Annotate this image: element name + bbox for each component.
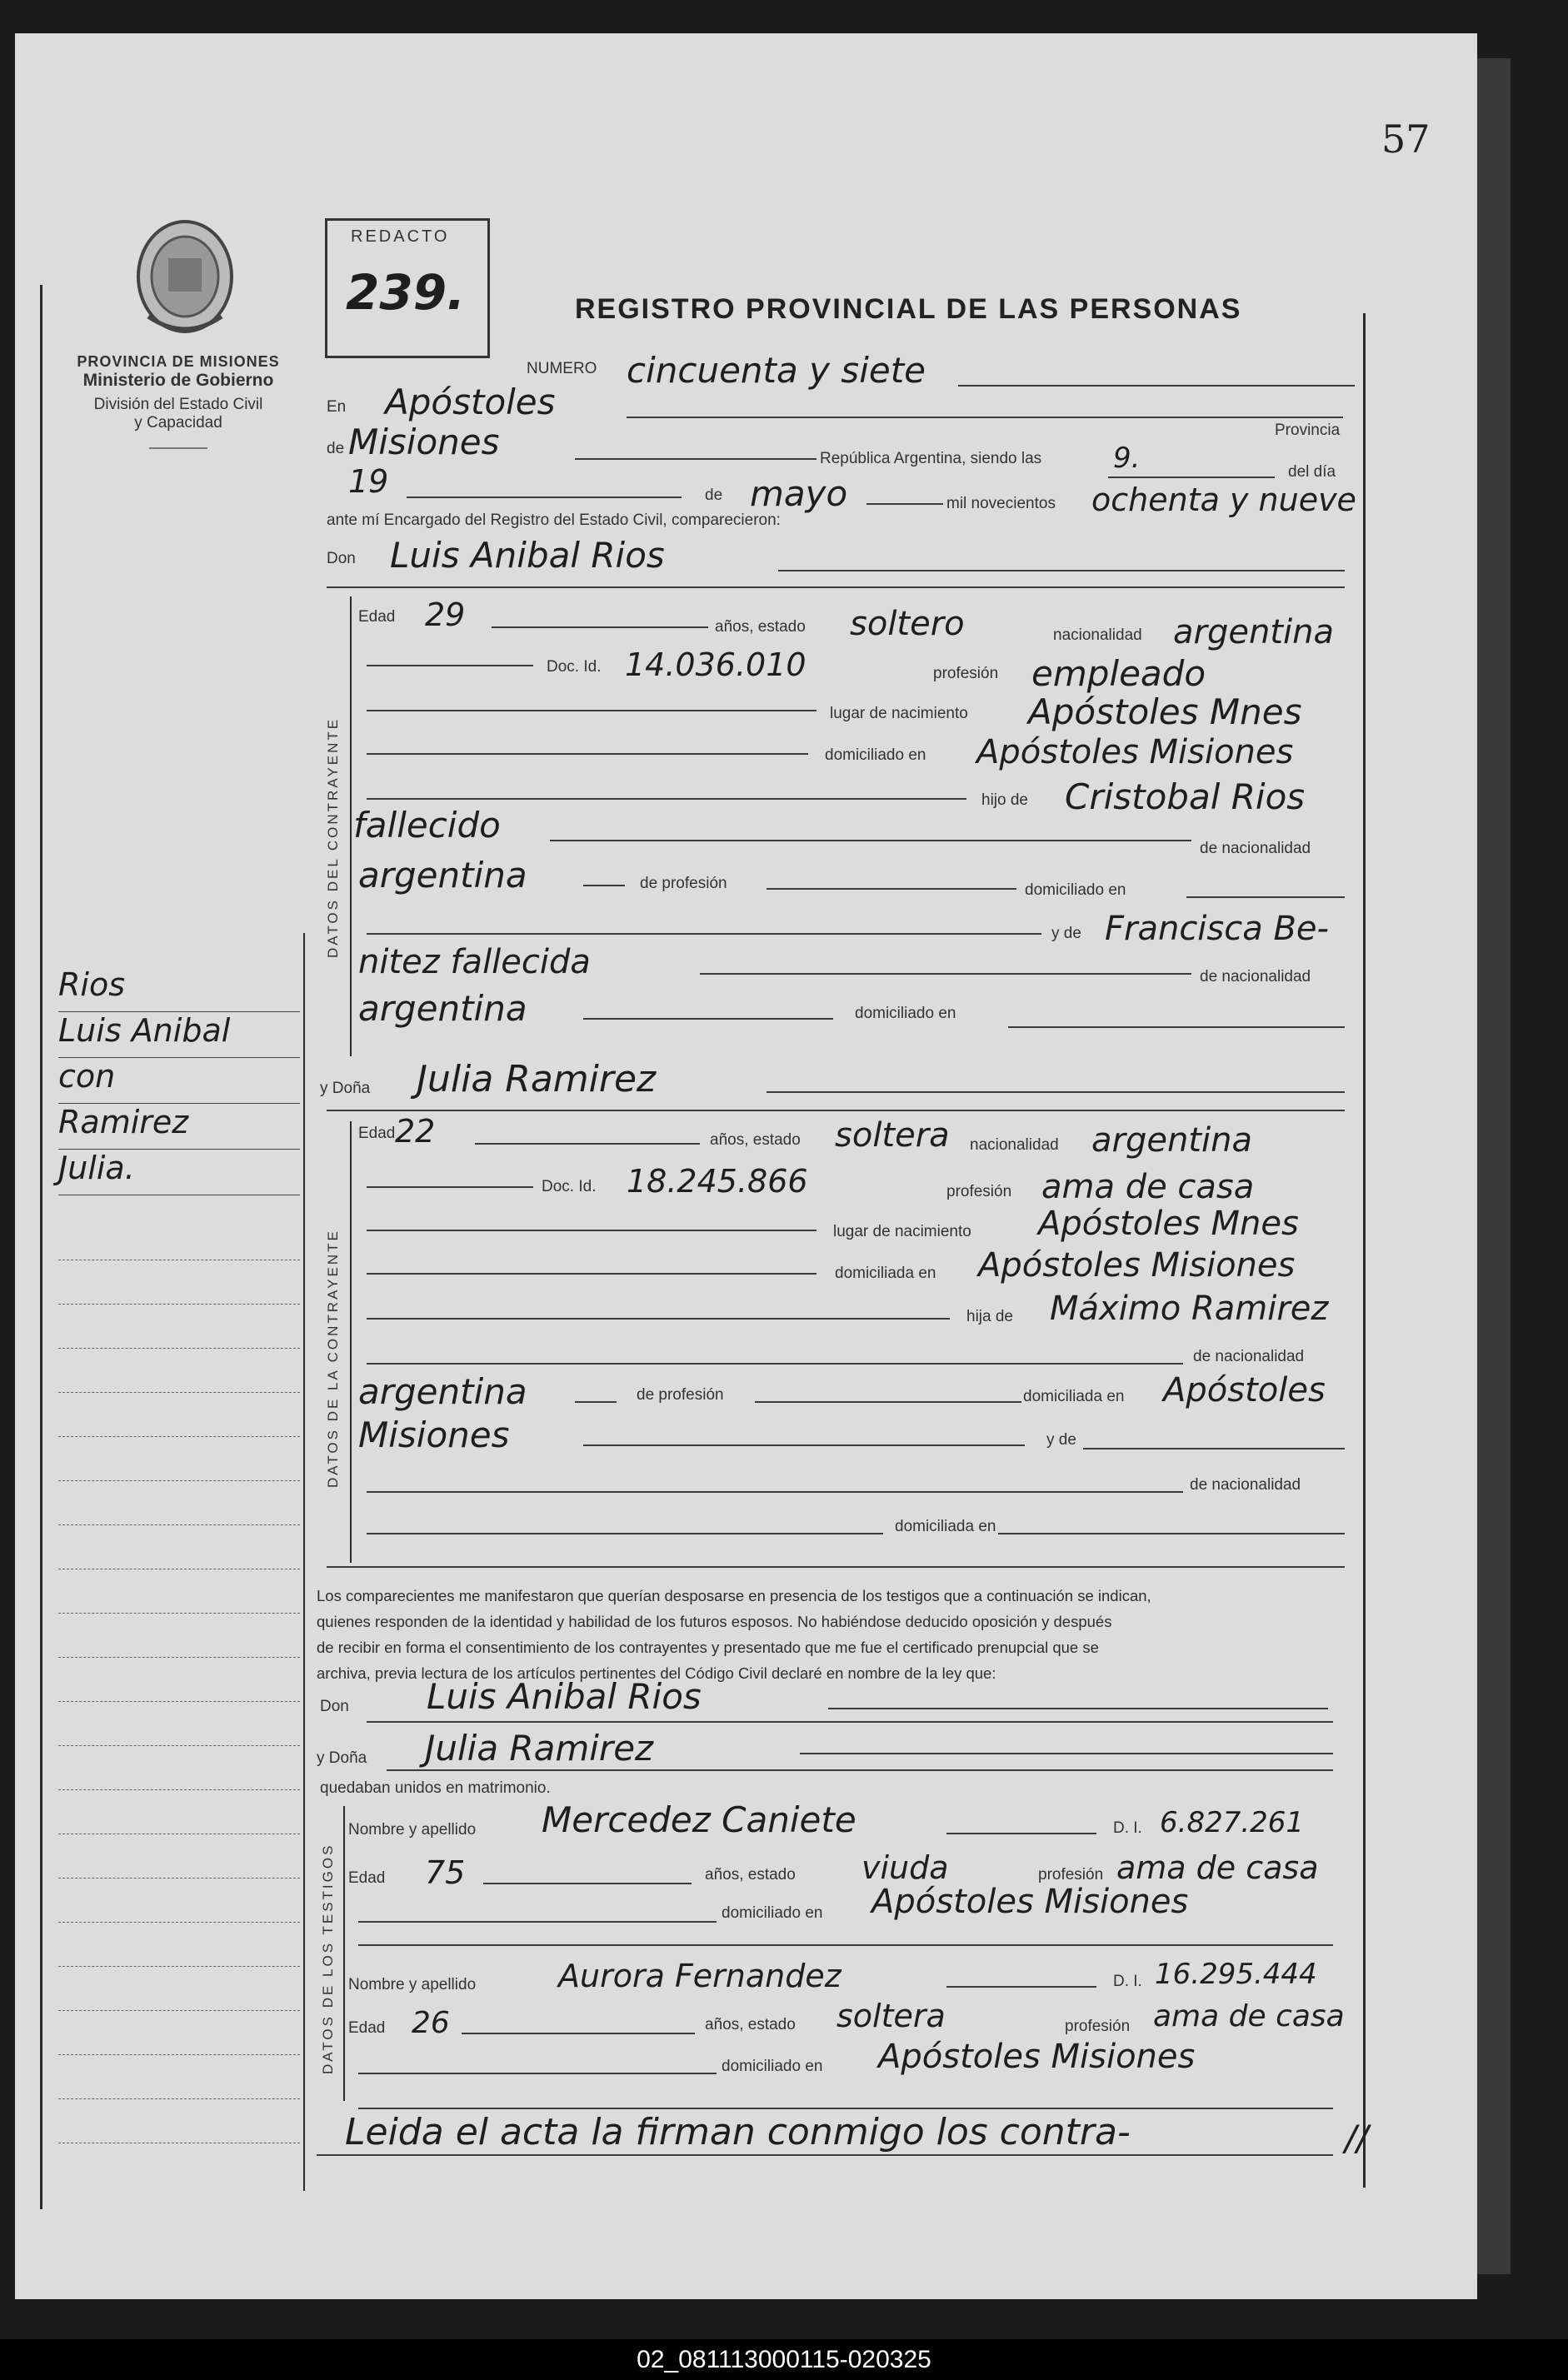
decl-dona-line-2: [387, 1769, 1333, 1771]
t2-end-line: [358, 2108, 1333, 2109]
f-de-nacionalidad-label: de nacionalidad: [1193, 1348, 1305, 1365]
c-profesion-label: profesión: [933, 665, 999, 682]
closing-mark: //: [1345, 2118, 1369, 2158]
t2-nombre-line: [946, 1986, 1096, 1988]
f-domicilio-value: Apóstoles Misiones: [978, 1246, 1296, 1285]
f-profesion-label: profesión: [946, 1183, 1012, 1200]
closing-line: Leida el acta la firman conmigo los contra-: [345, 2111, 1131, 2153]
en-label: En: [327, 398, 347, 416]
f-anios-label: años, estado: [710, 1131, 801, 1149]
c-domicilio-value: Apóstoles Misiones: [976, 733, 1294, 771]
f-doc-line: [367, 1186, 533, 1188]
t2-edad-line: [462, 2033, 695, 2034]
c-lugar-line: [367, 710, 816, 711]
mil-label: mil novecientos: [946, 495, 1056, 512]
c-hijo-label: hijo de: [981, 791, 1028, 809]
t1-profesion-label: profesión: [1038, 1866, 1104, 1884]
contrayenta-end-line: [327, 1566, 1345, 1568]
republica-label: República Argentina, siendo las: [820, 450, 1042, 467]
f-domiciliada-en-label: domiciliada en: [1023, 1388, 1125, 1405]
f-hija-label: hija de: [966, 1308, 1013, 1325]
contrayenta-rule: [350, 1121, 352, 1563]
de-mes-label: de: [705, 486, 723, 504]
f-lugar-label: lugar de nacimiento: [833, 1223, 971, 1240]
c-pn-line: [583, 885, 625, 886]
t1-di-label: D. I.: [1113, 1819, 1142, 1837]
f-madre-nacionalidad-label: de nacionalidad: [1190, 1476, 1301, 1494]
t2-nombre-value: Aurora Fernandez: [558, 1958, 841, 1994]
c-lugar-value: Apóstoles Mnes: [1028, 691, 1302, 732]
t1-edad-line: [483, 1883, 692, 1884]
page-edge: [1477, 58, 1511, 2274]
margin-note-line-4: Ramirez: [58, 1104, 300, 1150]
provincia-label: Provincia: [1275, 422, 1341, 439]
numero-label: NUMERO: [527, 360, 597, 377]
testigos-rule: [343, 1806, 345, 2101]
decl-don-line-2: [367, 1721, 1333, 1723]
c-madre-value-2: nitez fallecida: [358, 943, 591, 981]
right-border-rule: [1363, 313, 1366, 2188]
c-padre-estado-line: [550, 840, 1191, 841]
declaration-line-2: quienes responden de la identidad y habilidad de los futuros esposos. No habiéndose deducido oposición y después: [317, 1613, 1112, 1630]
f-pn-line: [575, 1401, 617, 1403]
declaration-line-3: de recibir en forma el consentimiento de los contrayentes y presentado que me fue el certificado prenupcial que se: [317, 1639, 1099, 1656]
c-y-de-label: y de: [1051, 925, 1081, 942]
f-hija-line: [367, 1318, 950, 1320]
c-dom-line: [1186, 896, 1345, 898]
c-de-profesion-label: de profesión: [640, 875, 727, 892]
contrayente-rule: [350, 596, 352, 1056]
f-padre-domicilio-1: Apóstoles: [1163, 1371, 1326, 1410]
mes-value: mayo: [750, 473, 848, 514]
c-de-nacionalidad-label-2: de nacionalidad: [1200, 968, 1311, 985]
margin-note: [58, 966, 300, 1195]
t1-domicilio-value: Apóstoles Misiones: [871, 1883, 1189, 1921]
t2-di-label: D. I.: [1113, 1973, 1142, 1990]
t2-nombre-label: Nombre y apellido: [348, 1976, 477, 1993]
c-edad-line: [492, 626, 708, 628]
margin-column-rule: [303, 933, 305, 2191]
c-profesion-value: empleado: [1031, 653, 1206, 694]
f-madre-nac-line: [367, 1491, 1183, 1493]
f-padre-value: Máximo Ramirez: [1050, 1290, 1329, 1328]
decl-don-label: Don: [320, 1698, 349, 1715]
agency-line-4: y Capacidad: [134, 414, 222, 432]
c-domiciliado-en-label-2: domiciliado en: [855, 1005, 956, 1022]
t1-di-value: 6.827.261: [1160, 1806, 1305, 1839]
declaration-text: [317, 1583, 1341, 1686]
c-hijo-line: [367, 798, 966, 800]
c-edad-label: Edad: [358, 608, 396, 626]
redacto-value: 239.: [346, 264, 466, 321]
dona-line: [767, 1091, 1345, 1093]
c-madre-line: [700, 973, 1191, 975]
decl-dona-line: [800, 1753, 1333, 1754]
c-yde-line: [367, 933, 1041, 935]
f-madre-domicilio-label: domiciliada en: [895, 1518, 996, 1535]
t2-di-value: 16.295.444: [1155, 1958, 1317, 1991]
c-nacionalidad-value: argentina: [1173, 613, 1334, 651]
t1-end-line: [358, 1944, 1333, 1946]
del-dia-label: del día: [1288, 463, 1336, 481]
dona-line-2: [327, 1110, 1345, 1111]
agency-header: [48, 353, 308, 449]
f-lugar-value: Apóstoles Mnes: [1038, 1205, 1299, 1243]
f-padre-domicilio-2: Misiones: [358, 1415, 510, 1455]
margin-note-line-2: Luis Anibal: [58, 1012, 300, 1058]
hora-line: [1108, 476, 1275, 478]
t1-nombre-label: Nombre y apellido: [348, 1821, 477, 1839]
f-edad-label: Edad: [358, 1125, 396, 1142]
contrayenta-side-label: DATOS DE LA CONTRAYENTE: [325, 1229, 341, 1488]
hora-value: 9.: [1113, 442, 1141, 475]
provincial-seal: [132, 217, 238, 342]
dia-value: 19: [348, 463, 389, 500]
c-edad-value: 29: [425, 596, 466, 633]
t2-dom-line: [358, 2073, 717, 2074]
quedaban-text: quedaban unidos en matrimonio.: [320, 1779, 551, 1797]
f-padre-nac-line: [367, 1363, 1183, 1365]
numero-line: [958, 385, 1355, 387]
don-value: Luis Anibal Rios: [390, 535, 665, 576]
decl-dona-value: Julia Ramirez: [425, 1728, 654, 1769]
margin-note-line-3: con: [58, 1058, 300, 1104]
agency-line-2: Ministerio de Gobierno: [82, 371, 274, 390]
t1-anios-label: años, estado: [705, 1866, 796, 1884]
f-profesion-value: ama de casa: [1041, 1168, 1255, 1206]
t2-edad-label: Edad: [348, 2019, 386, 2037]
document-title: REGISTRO PROVINCIAL DE LAS PERSONAS: [575, 293, 1242, 325]
anio-value: ochenta y nueve: [1091, 481, 1356, 518]
t2-anios-label: años, estado: [705, 2016, 796, 2033]
f-nacionalidad-label: nacionalidad: [970, 1136, 1059, 1154]
c-domicilio-line: [367, 753, 808, 755]
t1-dom-line: [358, 1921, 717, 1923]
c-madre-value-1: Francisca Be-: [1105, 910, 1329, 948]
decl-don-value: Luis Anibal Rios: [427, 1676, 702, 1717]
dia-line: [407, 496, 682, 498]
left-margin-rule: [40, 285, 42, 2209]
c-de-nacionalidad-label: de nacionalidad: [1200, 840, 1311, 857]
c-estado-value: soltero: [850, 605, 965, 643]
agency-line-3: División del Estado Civil: [93, 396, 263, 413]
agency-line-1: PROVINCIA DE MISIONES: [77, 353, 280, 370]
redacto-box: [325, 218, 490, 358]
ante-label: ante mí Encargado del Registro del Estado Civil, comparecieron:: [327, 511, 781, 529]
f-yde-line: [583, 1444, 1025, 1446]
redacto-label: REDACTO: [351, 227, 450, 246]
t2-edad-value: 26: [412, 2006, 450, 2040]
f-prof-line: [755, 1401, 1021, 1403]
c-doc-value: 14.036.010: [625, 646, 806, 683]
t1-estado-value: viuda: [861, 1849, 949, 1886]
f-nacionalidad-value: argentina: [1091, 1121, 1252, 1160]
f-padre-nacionalidad: argentina: [358, 1371, 527, 1412]
t2-profesion-label: profesión: [1065, 2018, 1131, 2035]
f-de-profesion-label: de profesión: [637, 1386, 724, 1404]
t1-edad-value: 75: [425, 1854, 466, 1891]
decl-dona-label: y Doña: [317, 1749, 367, 1767]
testigos-side-label: DATOS DE LOS TESTIGOS: [320, 1843, 336, 2074]
f-edad-value: 22: [395, 1113, 436, 1150]
f-doc-label: Doc. Id.: [542, 1178, 597, 1195]
numero-value: cincuenta y siete: [627, 350, 926, 391]
de-value: Misiones: [348, 422, 500, 462]
decl-don-line: [828, 1708, 1328, 1709]
t1-nombre-line: [946, 1833, 1096, 1834]
f-y-de-label: y de: [1046, 1431, 1076, 1449]
f-madre-dom-line-2: [998, 1533, 1345, 1534]
page-number: 57: [1381, 117, 1431, 162]
dona-value: Julia Ramirez: [417, 1058, 657, 1100]
c-lugar-label: lugar de nacimiento: [830, 705, 968, 722]
contrayente-side-label: DATOS DEL CONTRAYENTE: [325, 716, 341, 958]
f-lugar-line: [367, 1230, 816, 1231]
c-doc-label: Doc. Id.: [547, 658, 602, 676]
f-estado-value: soltera: [835, 1116, 950, 1155]
t2-estado-value: soltera: [836, 1998, 946, 2034]
agency-divider: [149, 447, 207, 449]
declaration-line-4: archiva, previa lectura de los artículos pertinentes del Código Civil declaré en nombre de la ley que:: [317, 1664, 996, 1682]
c-domiciliado-en-label: domiciliado en: [1025, 881, 1126, 899]
c-madre-nacionalidad: argentina: [358, 988, 527, 1029]
f-edad-line: [475, 1143, 700, 1145]
closing-underline: [317, 2154, 1333, 2156]
f-madre-line: [1083, 1448, 1345, 1449]
c-padre-estado: fallecido: [353, 805, 501, 846]
f-domicilio-label: domiciliada en: [835, 1265, 936, 1282]
c-doc-line: [367, 665, 533, 666]
f-madre-dom-line: [367, 1533, 883, 1534]
c-dom2-line: [1008, 1026, 1345, 1028]
t2-profesion-value: ama de casa: [1153, 1999, 1345, 2033]
c-mn-line: [583, 1018, 833, 1020]
f-domicilio-line: [367, 1273, 816, 1275]
c-anios-label: años, estado: [715, 618, 806, 636]
c-padre-value: Cristobal Rios: [1065, 776, 1306, 817]
t2-domiciliado-label: domiciliado en: [722, 2058, 823, 2075]
scan-id-footer: 02_081113000115-020325: [0, 2339, 1568, 2380]
t1-profesion-value: ama de casa: [1116, 1849, 1319, 1886]
de-label: de: [327, 440, 345, 457]
c-prof-line: [767, 888, 1016, 890]
t1-nombre-value: Mercedez Caniete: [542, 1799, 856, 1840]
don-line-2: [327, 586, 1345, 588]
declaration-line-1: Los comparecientes me manifestaron que querían desposarse en presencia de los testigos que a continuación se indican,: [317, 1587, 1151, 1604]
en-value: Apóstoles: [385, 382, 556, 422]
en-line: [627, 417, 1343, 418]
dona-label: y Doña: [320, 1080, 371, 1097]
margin-note-line-1: Rios: [58, 966, 300, 1012]
don-line: [778, 570, 1345, 571]
c-domicilio-label: domiciliado en: [825, 746, 926, 764]
margin-note-line-5: Julia.: [58, 1150, 300, 1195]
t1-domiciliado-label: domiciliado en: [722, 1904, 823, 1922]
margin-ruled-lines: [58, 1216, 300, 2143]
don-label: Don: [327, 550, 356, 567]
c-padre-nacionalidad: argentina: [358, 855, 527, 896]
de-line: [575, 458, 816, 460]
t1-edad-label: Edad: [348, 1869, 386, 1887]
t2-domicilio-value: Apóstoles Misiones: [878, 2038, 1196, 2076]
f-doc-value: 18.245.866: [627, 1163, 808, 1200]
c-nacionalidad-label: nacionalidad: [1053, 626, 1142, 644]
mes-line: [866, 503, 943, 505]
